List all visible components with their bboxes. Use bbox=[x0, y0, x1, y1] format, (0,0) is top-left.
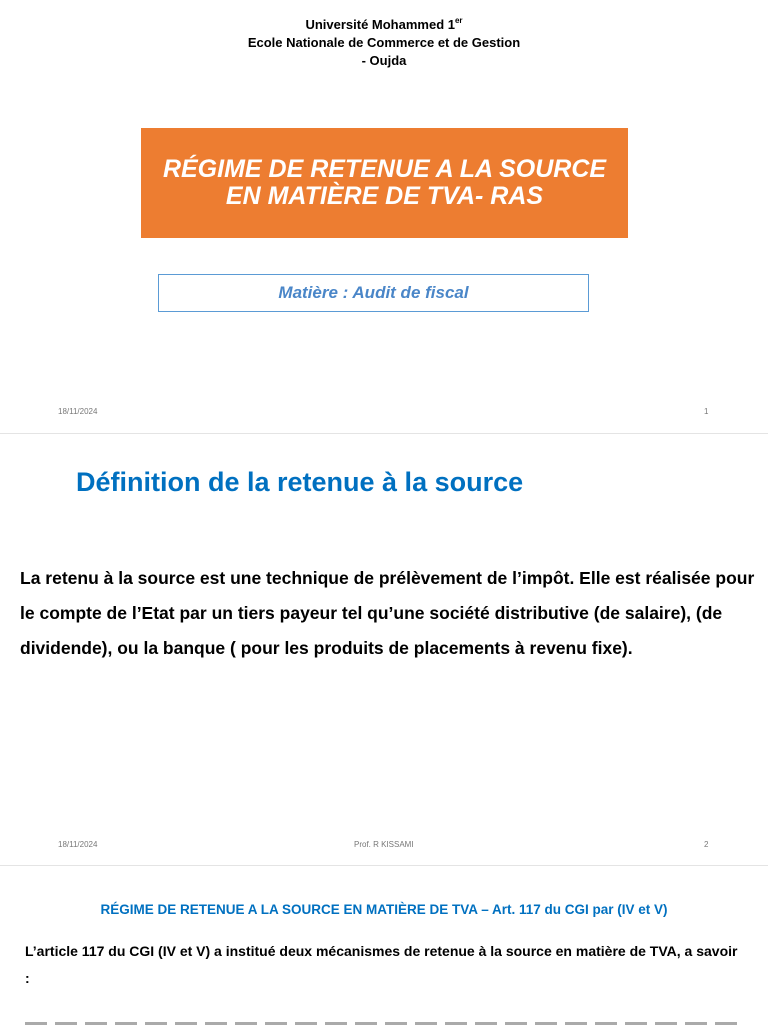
definition-paragraph: La retenu à la source est une technique de prélèvement de l’impôt. Elle est réalisée pour le compte de l’Etat par un tiers payeur tel qu’une société distributive (de salaire), (de dividende), ou la banque ( pour les produits de placements à revenu fixe). bbox=[20, 568, 755, 658]
footer-author: Prof. R KISSAMI bbox=[354, 840, 414, 849]
university-name: Université Mohammed 1er bbox=[305, 16, 463, 32]
footer-page-number: 1 bbox=[704, 407, 709, 416]
footer-date: 18/11/2024 bbox=[58, 407, 98, 416]
slide-heading: RÉGIME DE RETENUE A LA SOURCE EN MATIÈRE DE TVA – Art. 117 du CGI par (IV et V) bbox=[100, 902, 668, 917]
slide-3 bbox=[0, 868, 768, 1024]
footer-page-number: 2 bbox=[704, 840, 709, 849]
slide-divider bbox=[0, 433, 768, 434]
slide-divider bbox=[0, 865, 768, 866]
cropped-text-line bbox=[25, 1018, 745, 1028]
subject-label: Matière : Audit de fiscal bbox=[278, 283, 469, 302]
intro-paragraph: L’article 117 du CGI (IV et V) a institué deux mécanismes de retenue à la source en matière de TVA, a savoir : bbox=[25, 943, 738, 986]
title-line-1: RÉGIME DE RETENUE A LA SOURCE bbox=[162, 155, 607, 183]
title-line-2: EN MATIÈRE DE TVA- RAS bbox=[225, 182, 544, 210]
slide-2 bbox=[0, 436, 768, 862]
university-header bbox=[0, 12, 768, 70]
footer-date: 18/11/2024 bbox=[58, 840, 98, 849]
slide-1 bbox=[0, 0, 768, 430]
title-banner bbox=[141, 128, 628, 238]
school-name: Ecole Nationale de Commerce et de Gestion bbox=[247, 35, 521, 50]
slide-heading: Définition de la retenue à la source bbox=[76, 467, 524, 497]
subject-box bbox=[158, 274, 589, 312]
city-name: - Oujda bbox=[361, 53, 407, 68]
